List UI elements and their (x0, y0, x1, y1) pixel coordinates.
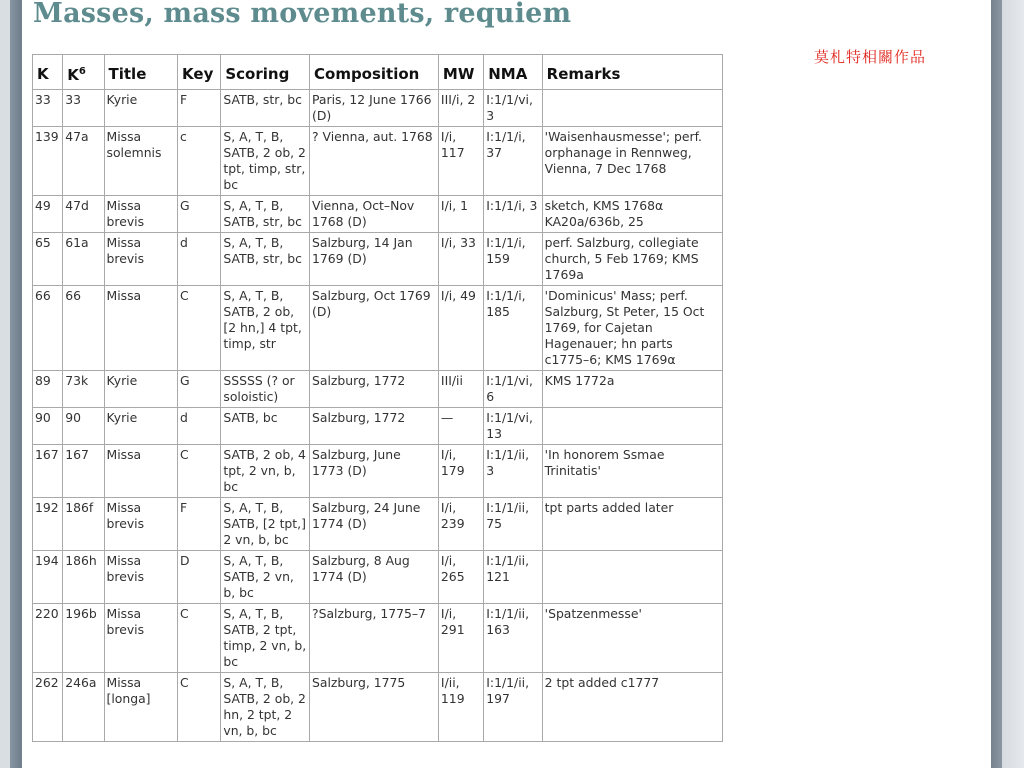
page-title: Masses, mass movements, requiem (33, 0, 572, 29)
cell-title: Missa [longa] (104, 673, 178, 742)
cell-k: 65 (33, 233, 63, 286)
cell-key: G (178, 196, 221, 233)
document-page (22, 0, 991, 768)
cell-scoring: S, A, T, B, SATB, str, bc (221, 196, 310, 233)
cell-key: C (178, 673, 221, 742)
table-header-row (33, 55, 723, 90)
cell-scoring: S, A, T, B, SATB, 2 tpt, timp, 2 vn, b, bc (221, 604, 310, 673)
cell-scoring: SSSSS (? or soloistic) (221, 371, 310, 408)
cell-nma: I:1/1/i, 185 (484, 286, 542, 371)
cell-k6: 33 (63, 90, 104, 127)
table-row (33, 498, 723, 551)
cell-mw: I/i, 239 (438, 498, 483, 551)
header-k6-letter: K (67, 66, 79, 84)
cell-remarks: sketch, KMS 1768α KA20a/636b, 25 (542, 196, 722, 233)
side-note: 莫札特相關作品 (814, 48, 927, 66)
table-row (33, 196, 723, 233)
cell-composition: Paris, 12 June 1766 (D) (310, 90, 439, 127)
cell-composition: Salzburg, 1772 (310, 408, 439, 445)
cell-mw: III/i, 2 (438, 90, 483, 127)
cell-k6: 186h (63, 551, 104, 604)
cell-k6: 47d (63, 196, 104, 233)
cell-remarks: 'Spatzenmesse' (542, 604, 722, 673)
cell-mw: I/i, 265 (438, 551, 483, 604)
table-row (33, 408, 723, 445)
cell-k: 90 (33, 408, 63, 445)
header-remarks: Remarks (542, 55, 722, 90)
cell-nma: I:1/1/vi, 3 (484, 90, 542, 127)
cell-k6: 246a (63, 673, 104, 742)
cell-remarks (542, 408, 722, 445)
cell-key: C (178, 604, 221, 673)
cell-nma: I:1/1/ii, 197 (484, 673, 542, 742)
cell-scoring: S, A, T, B, SATB, [2 tpt,] 2 vn, b, bc (221, 498, 310, 551)
cell-key: G (178, 371, 221, 408)
cell-scoring: S, A, T, B, SATB, 2 ob, 2 hn, 2 tpt, 2 vn, b, bc (221, 673, 310, 742)
cell-k6: 73k (63, 371, 104, 408)
table-row (33, 233, 723, 286)
cell-scoring: S, A, T, B, SATB, 2 ob, 2 tpt, timp, str, bc (221, 127, 310, 196)
cell-title: Kyrie (104, 408, 178, 445)
cell-k6: 47a (63, 127, 104, 196)
cell-key: D (178, 551, 221, 604)
cell-key: d (178, 233, 221, 286)
cell-scoring: S, A, T, B, SATB, 2 vn, b, bc (221, 551, 310, 604)
cell-mw: I/i, 291 (438, 604, 483, 673)
cell-composition: Salzburg, 1772 (310, 371, 439, 408)
cell-composition: ?Salzburg, 1775–7 (310, 604, 439, 673)
cell-mw: I/i, 49 (438, 286, 483, 371)
cell-remarks: 'Dominicus' Mass; perf. Salzburg, St Peter, 15 Oct 1769, for Cajetan Hagenauer; hn parts c1775–6; KMS 1769α (542, 286, 722, 371)
cell-composition: Salzburg, 14 Jan 1769 (D) (310, 233, 439, 286)
cell-mw: I/i, 1 (438, 196, 483, 233)
cell-remarks: KMS 1772a (542, 371, 722, 408)
cell-nma: I:1/1/ii, 163 (484, 604, 542, 673)
cell-k: 192 (33, 498, 63, 551)
cell-nma: I:1/1/vi, 6 (484, 371, 542, 408)
table-row (33, 90, 723, 127)
table-row (33, 127, 723, 196)
cell-mw: III/ii (438, 371, 483, 408)
cell-nma: I:1/1/ii, 3 (484, 445, 542, 498)
cell-composition: Salzburg, 8 Aug 1774 (D) (310, 551, 439, 604)
cell-key: F (178, 90, 221, 127)
cell-nma: I:1/1/i, 37 (484, 127, 542, 196)
cell-title: Kyrie (104, 371, 178, 408)
cell-remarks (542, 90, 722, 127)
cell-scoring: S, A, T, B, SATB, 2 ob, [2 hn,] 4 tpt, timp, str (221, 286, 310, 371)
cell-k6: 186f (63, 498, 104, 551)
cell-title: Missa brevis (104, 498, 178, 551)
header-composition: Composition (310, 55, 439, 90)
table-row (33, 286, 723, 371)
cell-scoring: SATB, 2 ob, 4 tpt, 2 vn, b, bc (221, 445, 310, 498)
cell-title: Missa solemnis (104, 127, 178, 196)
header-key: Key (178, 55, 221, 90)
header-k: K (33, 55, 63, 90)
cell-nma: I:1/1/i, 159 (484, 233, 542, 286)
cell-scoring: S, A, T, B, SATB, str, bc (221, 233, 310, 286)
cell-composition: Vienna, Oct–Nov 1768 (D) (310, 196, 439, 233)
cell-k: 220 (33, 604, 63, 673)
header-mw: MW (438, 55, 483, 90)
cell-remarks: 2 tpt added c1777 (542, 673, 722, 742)
header-scoring: Scoring (221, 55, 310, 90)
cell-k: 66 (33, 286, 63, 371)
cell-nma: I:1/1/i, 3 (484, 196, 542, 233)
cell-k6: 196b (63, 604, 104, 673)
cell-k: 167 (33, 445, 63, 498)
cell-k: 33 (33, 90, 63, 127)
cell-remarks: perf. Salzburg, collegiate church, 5 Feb 1769; KMS 1769a (542, 233, 722, 286)
works-table (32, 54, 723, 742)
cell-k: 194 (33, 551, 63, 604)
cell-key: C (178, 445, 221, 498)
cell-k: 89 (33, 371, 63, 408)
cell-title: Missa brevis (104, 196, 178, 233)
cell-title: Missa brevis (104, 233, 178, 286)
cell-composition: ? Vienna, aut. 1768 (310, 127, 439, 196)
cell-mw: I/i, 179 (438, 445, 483, 498)
cell-nma: I:1/1/ii, 121 (484, 551, 542, 604)
cell-composition: Salzburg, 24 June 1774 (D) (310, 498, 439, 551)
table-row (33, 445, 723, 498)
header-k6-superscript: 6 (78, 66, 86, 77)
cell-remarks: 'Waisenhausmesse'; perf. orphanage in Rennweg, Vienna, 7 Dec 1768 (542, 127, 722, 196)
cell-mw: I/ii, 119 (438, 673, 483, 742)
cell-remarks: 'In honorem Ssmae Trinitatis' (542, 445, 722, 498)
header-nma: NMA (484, 55, 542, 90)
window-frame-right (991, 0, 1024, 768)
cell-scoring: SATB, str, bc (221, 90, 310, 127)
cell-key: c (178, 127, 221, 196)
table-row (33, 673, 723, 742)
cell-key: C (178, 286, 221, 371)
cell-key: F (178, 498, 221, 551)
cell-k: 262 (33, 673, 63, 742)
header-k6 (63, 55, 104, 90)
cell-remarks: tpt parts added later (542, 498, 722, 551)
cell-title: Missa (104, 445, 178, 498)
cell-k: 139 (33, 127, 63, 196)
cell-k6: 167 (63, 445, 104, 498)
cell-k6: 90 (63, 408, 104, 445)
header-title: Title (104, 55, 178, 90)
cell-mw: I/i, 33 (438, 233, 483, 286)
cell-k6: 61a (63, 233, 104, 286)
cell-mw: I/i, 117 (438, 127, 483, 196)
cell-nma: I:1/1/ii, 75 (484, 498, 542, 551)
cell-nma: I:1/1/vi, 13 (484, 408, 542, 445)
table-row (33, 551, 723, 604)
cell-composition: Salzburg, 1775 (310, 673, 439, 742)
cell-title: Kyrie (104, 90, 178, 127)
cell-key: d (178, 408, 221, 445)
cell-remarks (542, 551, 722, 604)
cell-mw: — (438, 408, 483, 445)
cell-composition: Salzburg, June 1773 (D) (310, 445, 439, 498)
cell-title: Missa brevis (104, 604, 178, 673)
table-row (33, 604, 723, 673)
window-frame-left (0, 0, 22, 768)
cell-scoring: SATB, bc (221, 408, 310, 445)
cell-composition: Salzburg, Oct 1769 (D) (310, 286, 439, 371)
cell-k: 49 (33, 196, 63, 233)
cell-title: Missa (104, 286, 178, 371)
cell-title: Missa brevis (104, 551, 178, 604)
cell-k6: 66 (63, 286, 104, 371)
table-row (33, 371, 723, 408)
